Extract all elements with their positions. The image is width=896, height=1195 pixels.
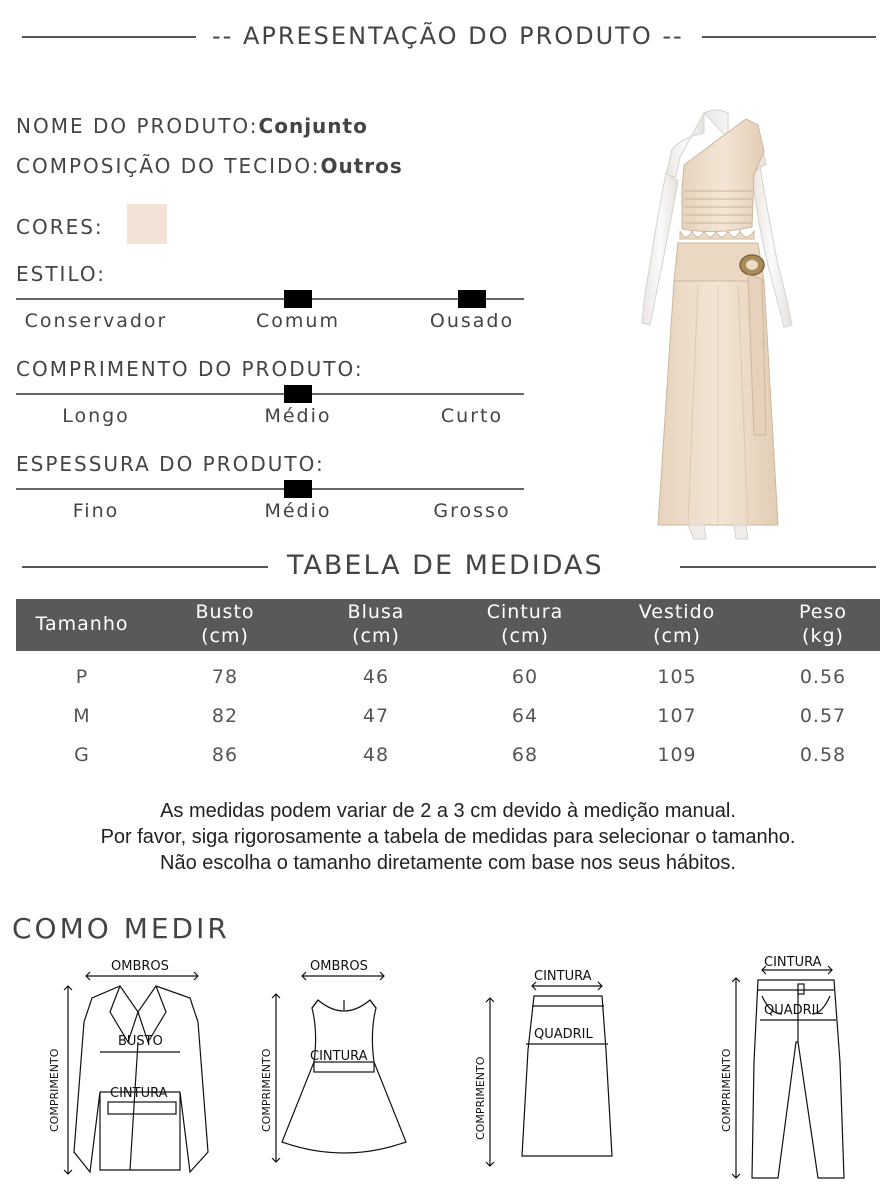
- scale-marker-0-2: [458, 290, 486, 308]
- pants-hip-label: QUADRIL: [764, 1003, 823, 1018]
- skirt-diagram: [470, 960, 630, 1170]
- dress-length-label: COMPRIMENTO: [260, 1048, 273, 1132]
- jacket-diagram: [40, 952, 230, 1182]
- page-title: -- APRESENTAÇÃO DO PRODUTO --: [212, 22, 684, 50]
- dress-diagram: [256, 952, 426, 1182]
- product-name-row: [16, 114, 368, 138]
- product-name-label: NOME DO PRODUTO:: [16, 114, 259, 138]
- table-header-1: [195, 600, 254, 648]
- product-photo: [628, 105, 804, 545]
- table-cell: 48: [362, 744, 390, 766]
- dress-shoulder-label: OMBROS: [310, 959, 368, 974]
- fabric-row: [16, 154, 403, 178]
- scale-option-0-1: Comum: [256, 310, 340, 332]
- scale-option-1-0: Longo: [62, 405, 130, 427]
- note-2: Por favor, siga rigorosamente a tabela de medidas para selecionar o tamanho.: [100, 826, 796, 848]
- how-to-measure-title: COMO MEDIR: [12, 912, 230, 945]
- table-cell: P: [75, 666, 89, 688]
- table-cell: 47: [362, 705, 390, 727]
- table-cell: 78: [211, 666, 239, 688]
- skirt-hip-label: QUADRIL: [534, 1027, 593, 1042]
- table-header-4: [639, 600, 716, 648]
- table-cell: G: [74, 744, 90, 766]
- table-header-5: [799, 600, 847, 648]
- note-1: As medidas podem variar de 2 a 3 cm devido à medição manual.: [160, 800, 736, 822]
- table-cell: 0.58: [799, 744, 847, 766]
- scale-label-1: COMPRIMENTO DO PRODUTO:: [16, 357, 364, 381]
- table-cell: 105: [657, 666, 697, 688]
- table-cell: 86: [211, 744, 239, 766]
- product-name-value: Conjunto: [258, 114, 368, 138]
- table-cell: 109: [657, 744, 697, 766]
- scale-label-2: ESPESSURA DO PRODUTO:: [16, 452, 325, 476]
- table-header-unit: (kg): [802, 625, 844, 647]
- table-header-2: [348, 600, 405, 648]
- table-cell: 82: [211, 705, 239, 727]
- skirt-length-label: COMPRIMENTO: [474, 1056, 487, 1140]
- scale-option-0-0: Conservador: [24, 310, 168, 332]
- pants-length-label: COMPRIMENTO: [720, 1048, 733, 1132]
- scale-track-2: [16, 488, 524, 490]
- skirt-waist-label: CINTURA: [534, 969, 592, 984]
- pants-diagram: [712, 952, 872, 1184]
- pants-waist-label: CINTURA: [764, 955, 822, 970]
- scale-option-1-1: Médio: [264, 405, 332, 427]
- table-title-rule-right: [680, 566, 876, 568]
- color-swatch[interactable]: [127, 204, 167, 244]
- table-header-unit: (cm): [201, 625, 249, 647]
- table-cell: 0.56: [799, 666, 847, 688]
- scale-option-1-2: Curto: [440, 405, 504, 427]
- colors-label: CORES:: [16, 215, 104, 239]
- scale-option-2-2: Grosso: [433, 500, 511, 522]
- jacket-waist-label: CINTURA: [110, 1086, 168, 1101]
- jacket-bust-label: BUSTO: [118, 1034, 163, 1049]
- table-header-text: Busto: [195, 601, 255, 623]
- table-cell: 60: [511, 666, 539, 688]
- jacket-shoulder-label: OMBROS: [111, 959, 169, 974]
- table-cell: M: [73, 705, 91, 727]
- table-header-text: Tamanho: [35, 613, 129, 635]
- header-rule-right: [702, 36, 876, 38]
- table-header-text: Peso: [799, 601, 847, 623]
- scale-marker-0-1: [284, 290, 312, 308]
- table-cell: 0.57: [799, 705, 847, 727]
- size-table-title: TABELA DE MEDIDAS: [287, 550, 604, 581]
- note-3: Não escolha o tamanho diretamente com base nos seus hábitos.: [160, 852, 736, 874]
- scale-track-0: [16, 298, 524, 300]
- scale-option-2-0: Fino: [72, 500, 120, 522]
- size-table-header: [16, 599, 880, 651]
- table-cell: 64: [511, 705, 539, 727]
- table-header-text: Vestido: [638, 601, 716, 623]
- dress-waist-label: CINTURA: [310, 1049, 368, 1064]
- table-header-text: Blusa: [347, 601, 405, 623]
- table-title-rule-left: [22, 566, 268, 568]
- scale-label-0: ESTILO:: [16, 262, 107, 286]
- header-rule-left: [22, 36, 196, 38]
- scale-option-0-2: Ousado: [429, 310, 515, 332]
- jacket-length-label: COMPRIMENTO: [48, 1048, 61, 1132]
- fabric-label: COMPOSIÇÃO DO TECIDO:: [16, 154, 321, 178]
- table-header-3: [487, 600, 564, 648]
- table-header-unit: (cm): [352, 625, 400, 647]
- table-cell: 68: [511, 744, 539, 766]
- table-header-unit: (cm): [653, 625, 701, 647]
- scale-track-1: [16, 393, 524, 395]
- table-cell: 107: [657, 705, 697, 727]
- table-header-0: [36, 612, 129, 636]
- scale-marker-2-1: [284, 480, 312, 498]
- table-cell: 46: [362, 666, 390, 688]
- scale-option-2-1: Médio: [264, 500, 332, 522]
- fabric-value: Outros: [320, 154, 403, 178]
- table-header-text: Cintura: [486, 601, 564, 623]
- table-header-unit: (cm): [501, 625, 549, 647]
- scale-marker-1-1: [284, 385, 312, 403]
